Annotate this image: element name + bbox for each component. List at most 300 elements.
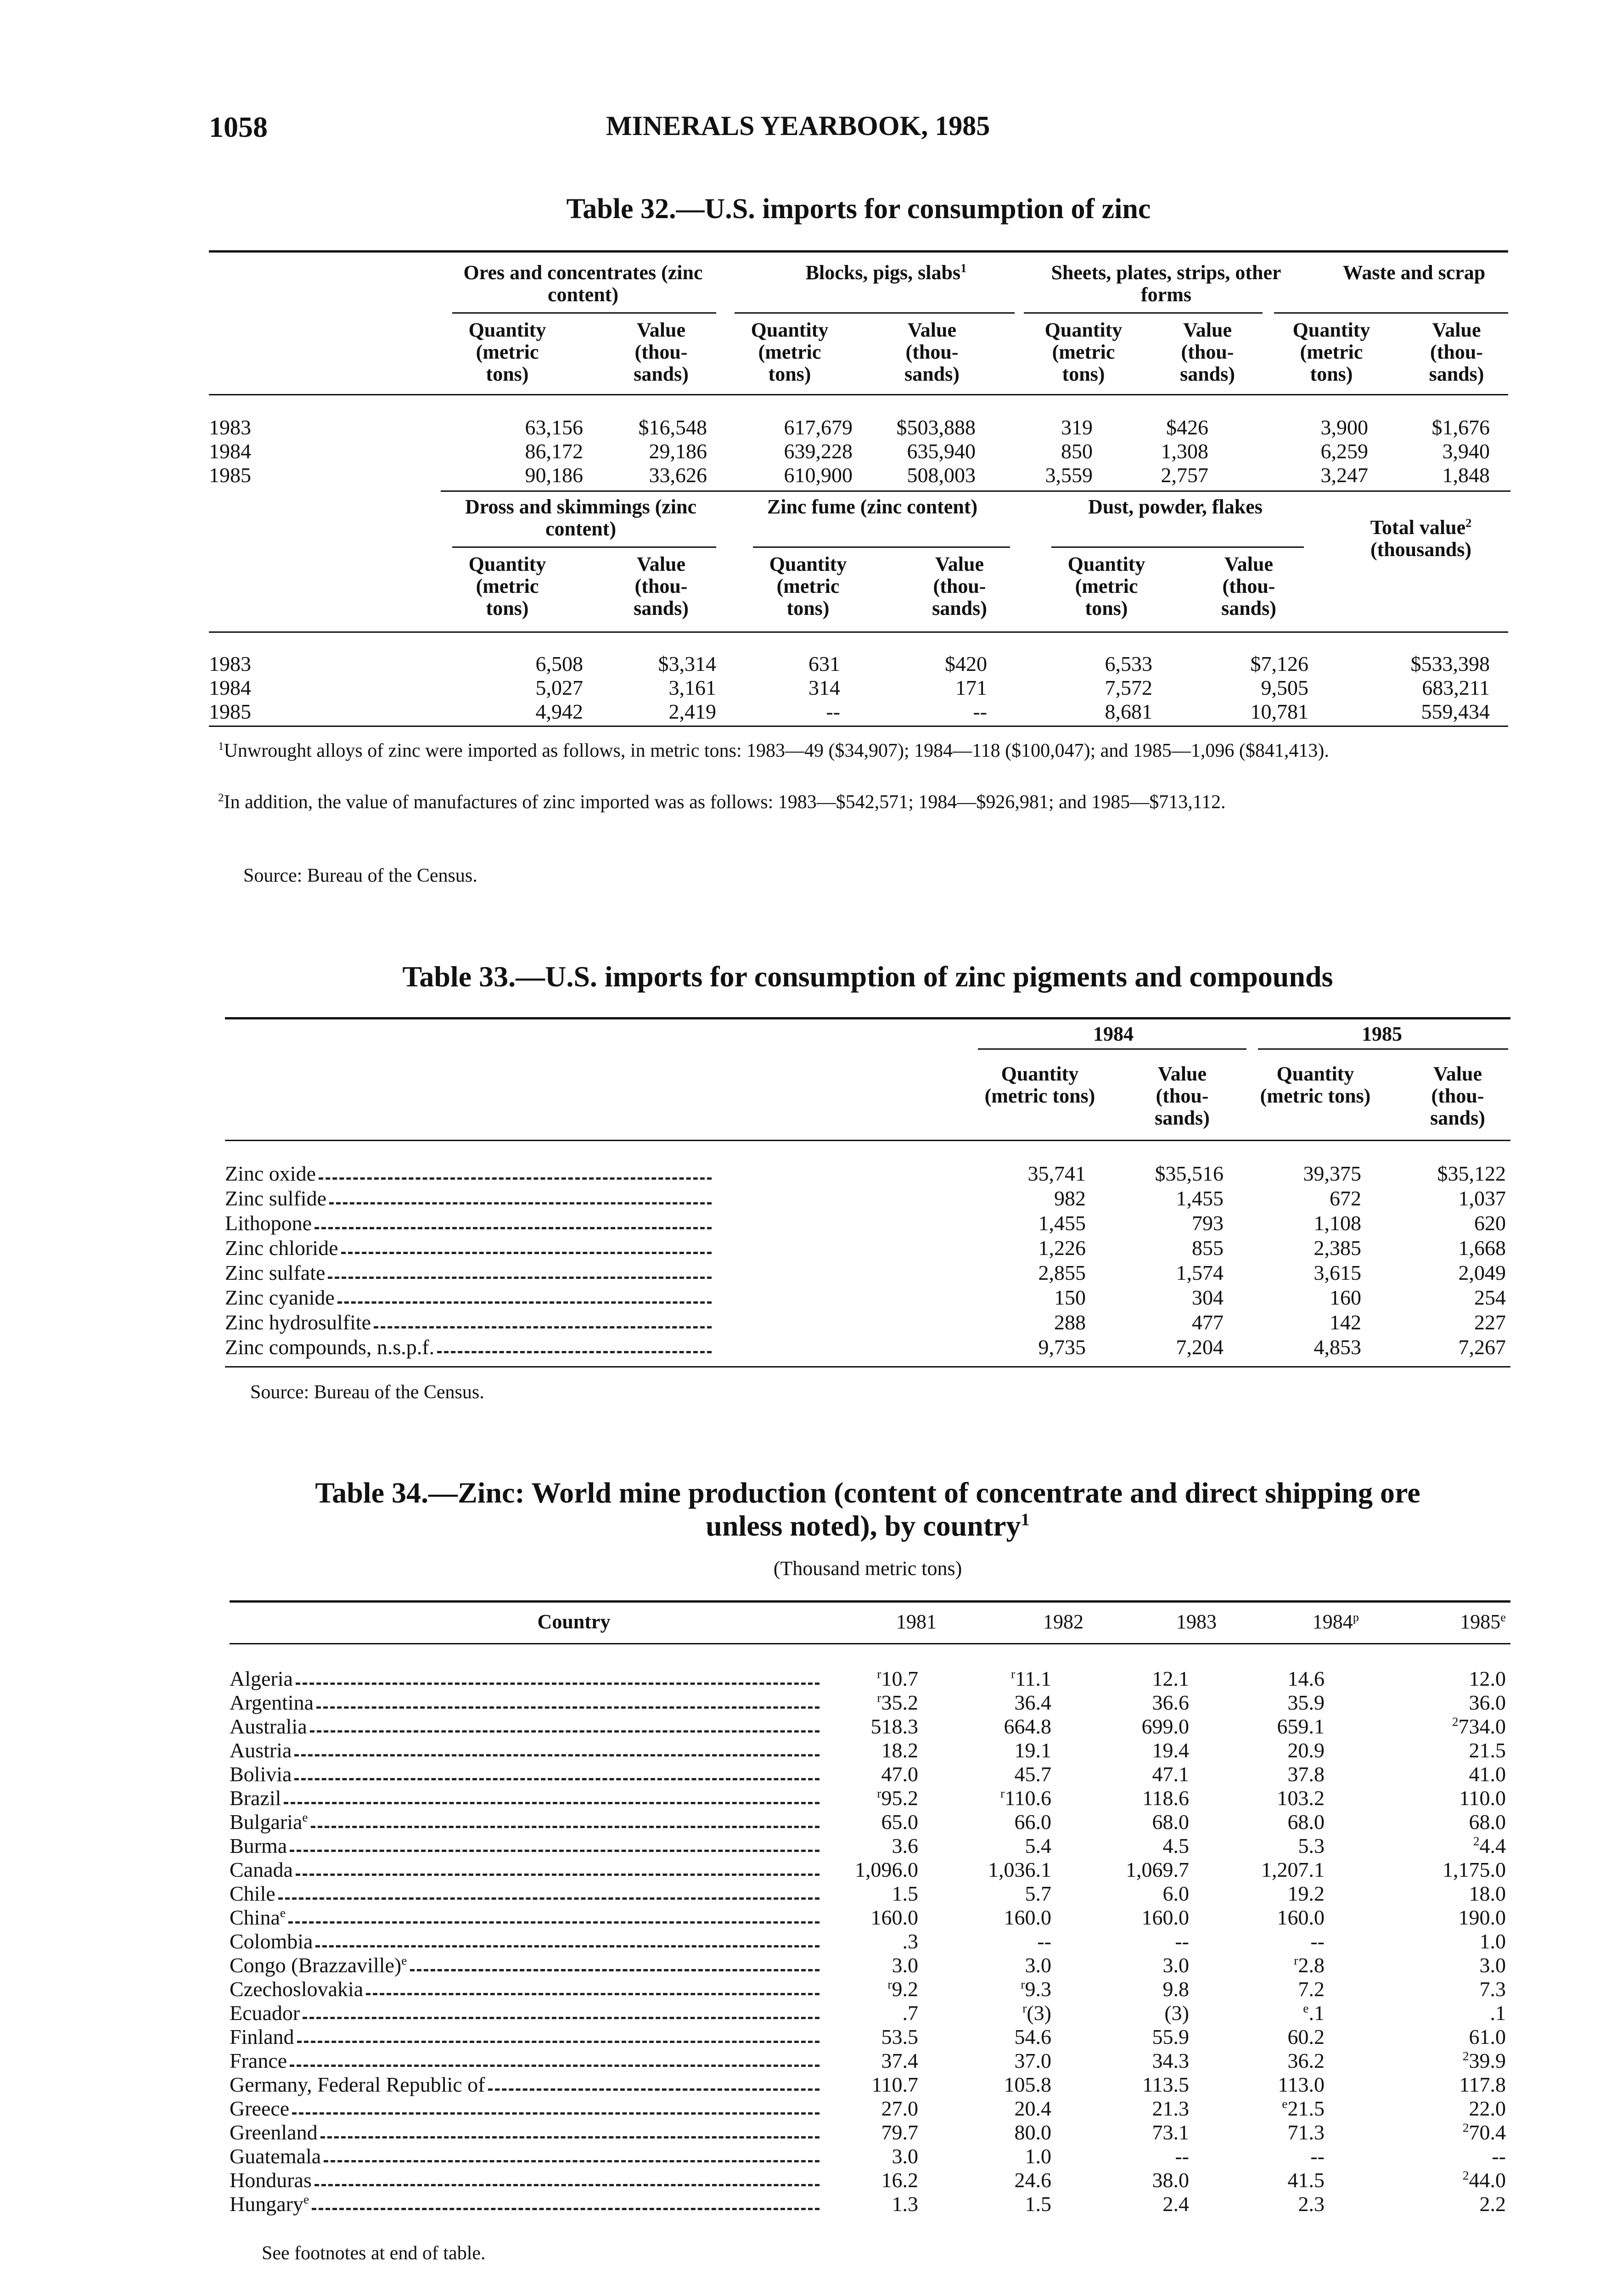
row-label: Zinc sulfate <box>225 1261 326 1284</box>
dot-leader <box>303 2017 820 2019</box>
table-cell: 9.8 <box>1162 1977 1189 2001</box>
table-cell: -- <box>1037 1930 1051 1953</box>
table-cell: 41.5 <box>1287 2168 1325 2192</box>
table-row <box>209 652 1508 676</box>
table-cell: 113.5 <box>1142 2073 1189 2096</box>
row-label: Algeria <box>230 1667 293 1690</box>
table-cell: 160 <box>1330 1286 1361 1309</box>
col-quantity: Quantity (metric tons) <box>984 1063 1095 1107</box>
table-cell: $^r$9.3 <box>1021 1977 1051 2001</box>
table-cell: 1,308 <box>1161 439 1208 463</box>
table-cell: 29,186 <box>649 439 707 463</box>
table-cell: 4.5 <box>1162 1834 1189 1857</box>
table-cell: 6.0 <box>1162 1882 1189 1905</box>
table-cell: 63,156 <box>525 416 583 439</box>
table-row <box>230 1810 1510 1834</box>
table-cell: $^2$39.9 <box>1462 2048 1506 2072</box>
table-cell: 68.0 <box>1469 1810 1506 1834</box>
table-cell: $^r$35.2 <box>877 1690 918 1714</box>
table-33-title: Table 33.—U.S. imports for consumption of zinc pigments and compounds <box>402 960 1333 993</box>
table-cell: 2.3 <box>1298 2192 1325 2216</box>
row-label: 1983 <box>209 416 251 439</box>
row-label: Canada <box>230 1858 293 1881</box>
table-row <box>209 463 1508 487</box>
col-value: Value (thou- sands) <box>1430 1063 1485 1129</box>
dot-leader <box>324 2160 820 2162</box>
table-cell: 9,735 <box>1038 1335 1086 1359</box>
table-cell: 3,559 <box>1045 463 1093 487</box>
table-row <box>230 1953 1510 1977</box>
table-cell: 47.0 <box>881 1762 918 1786</box>
dot-leader <box>314 2184 820 2186</box>
table-cell: 314 <box>808 676 840 699</box>
table-cell: 36.6 <box>1152 1691 1189 1714</box>
row-label: Greenland <box>230 2121 318 2144</box>
table-cell: $426 <box>1166 416 1208 439</box>
table-cell: 117.8 <box>1459 2073 1506 2096</box>
table-cell: 3.0 <box>1479 1953 1506 1977</box>
table-cell: 288 <box>1054 1311 1086 1334</box>
group-rule <box>1258 1048 1508 1050</box>
table-cell: 73.1 <box>1152 2121 1189 2144</box>
table-cell: 66.0 <box>1014 1810 1051 1834</box>
table-cell: 2,419 <box>668 700 716 723</box>
table-cell: 4,942 <box>535 700 583 723</box>
table-cell: 699.0 <box>1141 1715 1189 1738</box>
table-cell: 79.7 <box>881 2121 918 2144</box>
group-header-waste: Waste and scrap <box>1342 261 1486 284</box>
table-row <box>225 1286 1510 1310</box>
table-cell: 3.6 <box>892 1834 918 1857</box>
col-quantity: Quantity (metric tons) <box>1067 553 1145 619</box>
table-cell: 110.0 <box>1459 1786 1506 1810</box>
table-cell: .3 <box>902 1930 918 1953</box>
table-row <box>230 1882 1510 1906</box>
year-header: 1985e <box>1460 1610 1506 1633</box>
table-cell: 1,455 <box>1176 1187 1224 1210</box>
table-cell: 1.0 <box>1025 2144 1051 2168</box>
table-cell: $^e$.1 <box>1303 2001 1325 2025</box>
table-cell: 635,940 <box>907 439 976 463</box>
col-value: Value (thou- sands) <box>1429 319 1484 385</box>
footnote-reference: See footnotes at end of table. <box>262 2243 486 2264</box>
table-cell: $35,516 <box>1155 1162 1224 1185</box>
table-cell: 254 <box>1474 1286 1506 1309</box>
table-row <box>230 1762 1510 1786</box>
dot-leader <box>329 1202 712 1204</box>
table-cell: $^r$2.8 <box>1294 1953 1325 1977</box>
table-cell: 35,741 <box>1027 1162 1086 1185</box>
row-label: 1985 <box>209 463 251 487</box>
table-cell: 7,204 <box>1176 1335 1224 1359</box>
group-rule <box>735 312 1015 314</box>
dot-leader <box>292 2112 820 2115</box>
table-cell: 24.6 <box>1014 2168 1051 2192</box>
header-rule <box>225 1140 1510 1141</box>
table-32-title: Table 32.—U.S. imports for consumption of zinc <box>566 193 1151 225</box>
table-cell: 1,455 <box>1038 1211 1086 1235</box>
dot-leader <box>337 1301 712 1304</box>
dot-leader <box>297 2041 820 2043</box>
dot-leader <box>290 2065 820 2067</box>
table-row <box>230 2121 1510 2144</box>
table-cell: 304 <box>1192 1286 1224 1309</box>
table-cell: 1,096.0 <box>855 1858 918 1881</box>
table-cell: 21.5 <box>1469 1739 1506 1762</box>
running-head: MINERALS YEARBOOK, 1985 <box>606 111 990 141</box>
table-cell: 1,574 <box>1176 1261 1224 1284</box>
dot-leader <box>316 1706 820 1709</box>
row-label: Argentina <box>230 1691 314 1714</box>
group-header-sheets: Sheets, plates, strips, other forms <box>1051 261 1281 306</box>
col-value: Value (thou- sands) <box>634 553 689 619</box>
row-label: Germany, Federal Republic of <box>230 2073 485 2096</box>
table-cell: 21.3 <box>1152 2097 1189 2120</box>
table-row <box>230 2073 1510 2097</box>
row-label: 1984 <box>209 676 251 699</box>
table-cell: 160.0 <box>1004 1906 1051 1929</box>
table-row <box>230 2097 1510 2121</box>
table-34-title: Table 34.—Zinc: World mine production (content of concentrate and direct shipping ore unless noted), by country$^1$ <box>315 1476 1420 1542</box>
footnote-2: $^2$In addition, the value of manufactures of zinc imported was as follows: 1983—$542,571; 1984—$926,981; and 1985—$713,112. <box>218 792 1226 813</box>
dot-leader <box>315 1945 820 1947</box>
col-value: Value (thou- sands) <box>1180 319 1235 385</box>
table-cell: 1,036.1 <box>988 1858 1051 1881</box>
table-cell: 1.5 <box>892 1882 918 1905</box>
dot-leader <box>288 1921 820 1924</box>
table-cell: 4,853 <box>1313 1335 1361 1359</box>
row-label: Greece <box>230 2097 290 2120</box>
group-header-blocks: Blocks, pigs, slabs$^1$ <box>805 261 967 284</box>
table-cell: 86,172 <box>525 439 583 463</box>
table-cell: 37.0 <box>1014 2049 1051 2072</box>
table-cell: $16,548 <box>638 416 707 439</box>
dot-leader <box>488 2088 820 2091</box>
table-cell: 227 <box>1474 1311 1506 1334</box>
table-cell: $^r$110.6 <box>1000 1786 1051 1810</box>
row-label: Bulgaria$^e$ <box>230 1810 308 1834</box>
table-cell: 34.3 <box>1152 2049 1189 2072</box>
table-cell: 110.7 <box>871 2073 918 2096</box>
col-quantity: Quantity (metric tons) <box>1292 319 1370 385</box>
col-quantity: Quantity (metric tons) <box>751 319 829 385</box>
table-cell: 5,027 <box>535 676 583 699</box>
table-cell: $35,122 <box>1437 1162 1506 1185</box>
row-label: Colombia <box>230 1930 313 1953</box>
dot-leader <box>366 1993 820 1995</box>
table-cell: 45.7 <box>1014 1762 1051 1786</box>
table-cell: 855 <box>1192 1236 1224 1260</box>
table-cell: 982 <box>1054 1187 1086 1210</box>
row-label: Finland <box>230 2025 294 2048</box>
dot-leader <box>341 1252 712 1254</box>
table-cell: 3.0 <box>1162 1953 1189 1977</box>
table-cell: 319 <box>1061 416 1093 439</box>
table-cell: 3.0 <box>1025 1953 1051 1977</box>
table-cell: (3) <box>1164 2001 1189 2025</box>
table-cell: $503,888 <box>896 416 976 439</box>
table-row <box>230 1691 1510 1715</box>
year-header: 1981 <box>896 1610 937 1633</box>
table-34-subtitle: (Thousand metric tons) <box>773 1557 962 1580</box>
table-cell: 3.0 <box>892 1953 918 1977</box>
dot-leader <box>294 1778 820 1780</box>
header-rule <box>209 631 1508 633</box>
table-cell: .1 <box>1490 2001 1506 2025</box>
table-cell: 664.8 <box>1004 1715 1051 1738</box>
table-cell: 19.4 <box>1152 1739 1189 1762</box>
table-cell: 39,375 <box>1303 1162 1361 1185</box>
table-cell: 150 <box>1054 1286 1086 1309</box>
table-cell: 33,626 <box>649 463 707 487</box>
dot-leader <box>312 2208 820 2210</box>
table-cell: 1.5 <box>1025 2192 1051 2216</box>
table-cell: $1,676 <box>1431 416 1490 439</box>
table-cell: 68.0 <box>1152 1810 1189 1834</box>
table-cell: 55.9 <box>1152 2025 1189 2048</box>
table-cell: 2.4 <box>1162 2192 1189 2216</box>
row-label: France <box>230 2049 287 2072</box>
col-quantity: Quantity (metric tons) <box>1260 1063 1371 1107</box>
table-cell: 65.0 <box>881 1810 918 1834</box>
table-row <box>225 1311 1510 1334</box>
table-cell: 36.2 <box>1287 2049 1325 2072</box>
table-row <box>225 1211 1510 1235</box>
table-cell: 18.2 <box>881 1739 918 1762</box>
table-cell: $^e$21.5 <box>1282 2096 1325 2120</box>
table-cell: 1,848 <box>1442 463 1490 487</box>
table-cell: 2,049 <box>1458 1261 1506 1284</box>
table-cell: 1.3 <box>892 2192 918 2216</box>
row-label: Czechoslovakia <box>230 1977 364 2001</box>
table-row <box>209 700 1508 724</box>
table-cell: 1.0 <box>1479 1930 1506 1953</box>
dot-leader <box>320 2136 820 2138</box>
table-cell: 1,037 <box>1458 1187 1506 1210</box>
table-row <box>230 2049 1510 2073</box>
table-cell: $3,314 <box>658 652 716 675</box>
table-row <box>225 1187 1510 1210</box>
row-label: Burma <box>230 1834 287 1857</box>
year-header: 1984$^p$ <box>1312 1610 1359 1633</box>
table-row <box>209 676 1508 700</box>
dot-leader <box>319 1177 712 1180</box>
table-cell: 3,940 <box>1442 439 1490 463</box>
dot-leader <box>310 1730 820 1733</box>
table-row <box>230 2144 1510 2168</box>
row-label: Brazil <box>230 1786 281 1810</box>
table-cell: 3.0 <box>892 2144 918 2168</box>
table-cell: 14.6 <box>1287 1667 1325 1690</box>
table-cell: 7.2 <box>1298 1977 1325 2001</box>
table-cell: 142 <box>1330 1311 1361 1334</box>
dot-leader <box>437 1351 712 1353</box>
col-quantity: Quantity (metric tons) <box>1044 319 1123 385</box>
col-quantity: Quantity (metric tons) <box>468 319 546 385</box>
dot-leader <box>314 1227 712 1229</box>
col-value: Value (thou- sands) <box>904 319 960 385</box>
table-cell: 19.1 <box>1014 1739 1051 1762</box>
row-label: Zinc chloride <box>225 1236 338 1260</box>
row-label: Zinc compounds, n.s.p.f. <box>225 1335 435 1359</box>
table-row <box>225 1261 1510 1285</box>
table-cell: 16.2 <box>881 2168 918 2192</box>
table-cell: 36.4 <box>1014 1691 1051 1714</box>
row-label: Guatemala <box>230 2144 321 2168</box>
table-cell: 8,681 <box>1105 700 1152 723</box>
table-cell: 7,572 <box>1105 676 1152 699</box>
group-header-dross: Dross and skimmings (zinc content) <box>465 495 697 540</box>
table-33-top-rule <box>225 1017 1510 1019</box>
row-label: Zinc hydrosulfite <box>225 1311 371 1334</box>
row-label: Zinc cyanide <box>225 1286 335 1309</box>
table-cell: 6,508 <box>535 652 583 675</box>
dot-leader <box>374 1326 712 1328</box>
row-label: China$^e$ <box>230 1905 286 1929</box>
table-cell: 20.4 <box>1014 2097 1051 2120</box>
table-cell: $^r$(3) <box>1022 2001 1051 2025</box>
table-cell: $^2$44.0 <box>1462 2168 1506 2192</box>
table-cell: 1,207.1 <box>1261 1858 1325 1881</box>
dot-leader <box>296 1683 820 1685</box>
table-cell: 659.1 <box>1277 1715 1325 1738</box>
table-cell: 12.1 <box>1152 1667 1189 1690</box>
table-cell: 518.3 <box>870 1715 918 1738</box>
dot-leader <box>311 1826 820 1828</box>
table-cell: $^2$4.4 <box>1473 1834 1506 1857</box>
table-cell: 2,855 <box>1038 1261 1086 1284</box>
table-row <box>230 2025 1510 2049</box>
table-cell: 1,108 <box>1313 1211 1361 1235</box>
table-cell: 683,211 <box>1422 676 1490 699</box>
col-value: Value (thou- sands) <box>1221 553 1276 619</box>
table-cell: 2.2 <box>1479 2192 1506 2216</box>
table-row <box>225 1236 1510 1260</box>
table-cell: 6,533 <box>1105 652 1152 675</box>
table-cell: 54.6 <box>1014 2025 1051 2048</box>
row-label: Congo (Brazzaville)$^e$ <box>230 1953 407 1977</box>
row-label: Australia <box>230 1715 307 1738</box>
table-row <box>209 416 1508 439</box>
table-cell: 105.8 <box>1004 2073 1051 2096</box>
year-header: 1983 <box>1176 1610 1217 1633</box>
bottom-rule <box>225 1366 1510 1367</box>
table-cell: 672 <box>1330 1187 1361 1210</box>
table-cell: -- <box>1175 2144 1189 2168</box>
table-cell: 113.0 <box>1278 2073 1325 2096</box>
table-cell: 3,900 <box>1320 416 1368 439</box>
source-note: Source: Bureau of the Census. <box>243 865 477 886</box>
col-value: Value (thou- sands) <box>1155 1063 1210 1129</box>
group-header-dust: Dust, powder, flakes <box>1088 495 1263 518</box>
col-total-value: Total value$^2$ (thousands) <box>1370 516 1472 561</box>
table-row <box>230 1834 1510 1858</box>
table-cell: .7 <box>902 2001 918 2025</box>
col-quantity: Quantity (metric tons) <box>468 553 546 619</box>
table-cell: 639,228 <box>784 439 853 463</box>
table-cell: 7.3 <box>1479 1977 1506 2001</box>
table-cell: $^2$734.0 <box>1452 1714 1506 1738</box>
group-header-zinc-fume: Zinc fume (zinc content) <box>767 495 978 518</box>
table-cell: 160.0 <box>870 1906 918 1929</box>
table-row <box>230 1786 1510 1810</box>
table-row <box>230 1977 1510 2001</box>
table-cell: 7,267 <box>1458 1335 1506 1359</box>
table-34-top-rule <box>230 1600 1510 1603</box>
table-cell: 38.0 <box>1152 2168 1189 2192</box>
row-label: 1984 <box>209 439 251 463</box>
group-rule <box>1051 546 1304 548</box>
group-rule <box>978 1048 1246 1050</box>
table-cell: 617,679 <box>784 416 853 439</box>
row-label: Chile <box>230 1882 275 1905</box>
row-label: Zinc sulfide <box>225 1187 326 1210</box>
table-cell: 3,247 <box>1320 463 1368 487</box>
dot-leader <box>284 1802 820 1804</box>
table-cell: 171 <box>955 676 987 699</box>
table-cell: 160.0 <box>1277 1906 1325 1929</box>
row-label: Ecuador <box>230 2001 300 2025</box>
group-rule <box>452 546 716 548</box>
table-cell: 47.1 <box>1152 1762 1189 1786</box>
table-cell: 37.8 <box>1287 1762 1325 1786</box>
row-label: Lithopone <box>225 1211 312 1235</box>
table-cell: 41.0 <box>1469 1762 1506 1786</box>
table-cell: 22.0 <box>1469 2097 1506 2120</box>
bottom-rule <box>209 726 1508 727</box>
table-cell: 18.0 <box>1469 1882 1506 1905</box>
row-label: Honduras <box>230 2168 312 2192</box>
table-row <box>230 2192 1510 2216</box>
year-header: 1982 <box>1043 1610 1083 1633</box>
table-cell: 3,615 <box>1313 1261 1361 1284</box>
dot-leader <box>278 1897 820 1900</box>
row-label: Bolivia <box>230 1762 292 1786</box>
table-row <box>230 2001 1510 2025</box>
table-row <box>230 1739 1510 1762</box>
table-cell: 103.2 <box>1277 1786 1325 1810</box>
table-cell: $7,126 <box>1250 652 1308 675</box>
table-cell: 5.3 <box>1298 1834 1325 1857</box>
table-cell: -- <box>826 700 840 723</box>
table-row <box>225 1162 1510 1186</box>
table-row <box>225 1335 1510 1359</box>
header-rule <box>209 394 1508 395</box>
table-cell: 793 <box>1192 1211 1224 1235</box>
table-cell: 477 <box>1192 1311 1224 1334</box>
dot-leader <box>294 1754 820 1756</box>
row-label: Zinc oxide <box>225 1162 316 1185</box>
table-cell: 10,781 <box>1250 700 1308 723</box>
dot-leader <box>328 1277 712 1279</box>
table-cell: 12.0 <box>1469 1667 1506 1690</box>
col-value: Value (thou- sands) <box>634 319 689 385</box>
table-row <box>230 1906 1510 1930</box>
table-cell: -- <box>1175 1930 1189 1953</box>
table-cell: 508,003 <box>907 463 976 487</box>
table-cell: 61.0 <box>1469 2025 1506 2048</box>
table-row <box>230 1930 1510 1953</box>
col-value: Value (thou- sands) <box>932 553 987 619</box>
table-cell: 631 <box>808 652 840 675</box>
table-cell: 2,757 <box>1161 463 1208 487</box>
source-note: Source: Bureau of the Census. <box>250 1382 484 1403</box>
year-header-1984: 1984 <box>1093 1023 1134 1045</box>
table-cell: 9,505 <box>1261 676 1308 699</box>
table-cell: 1,069.7 <box>1126 1858 1189 1881</box>
dot-leader <box>410 1969 820 1971</box>
table-cell: -- <box>973 700 987 723</box>
